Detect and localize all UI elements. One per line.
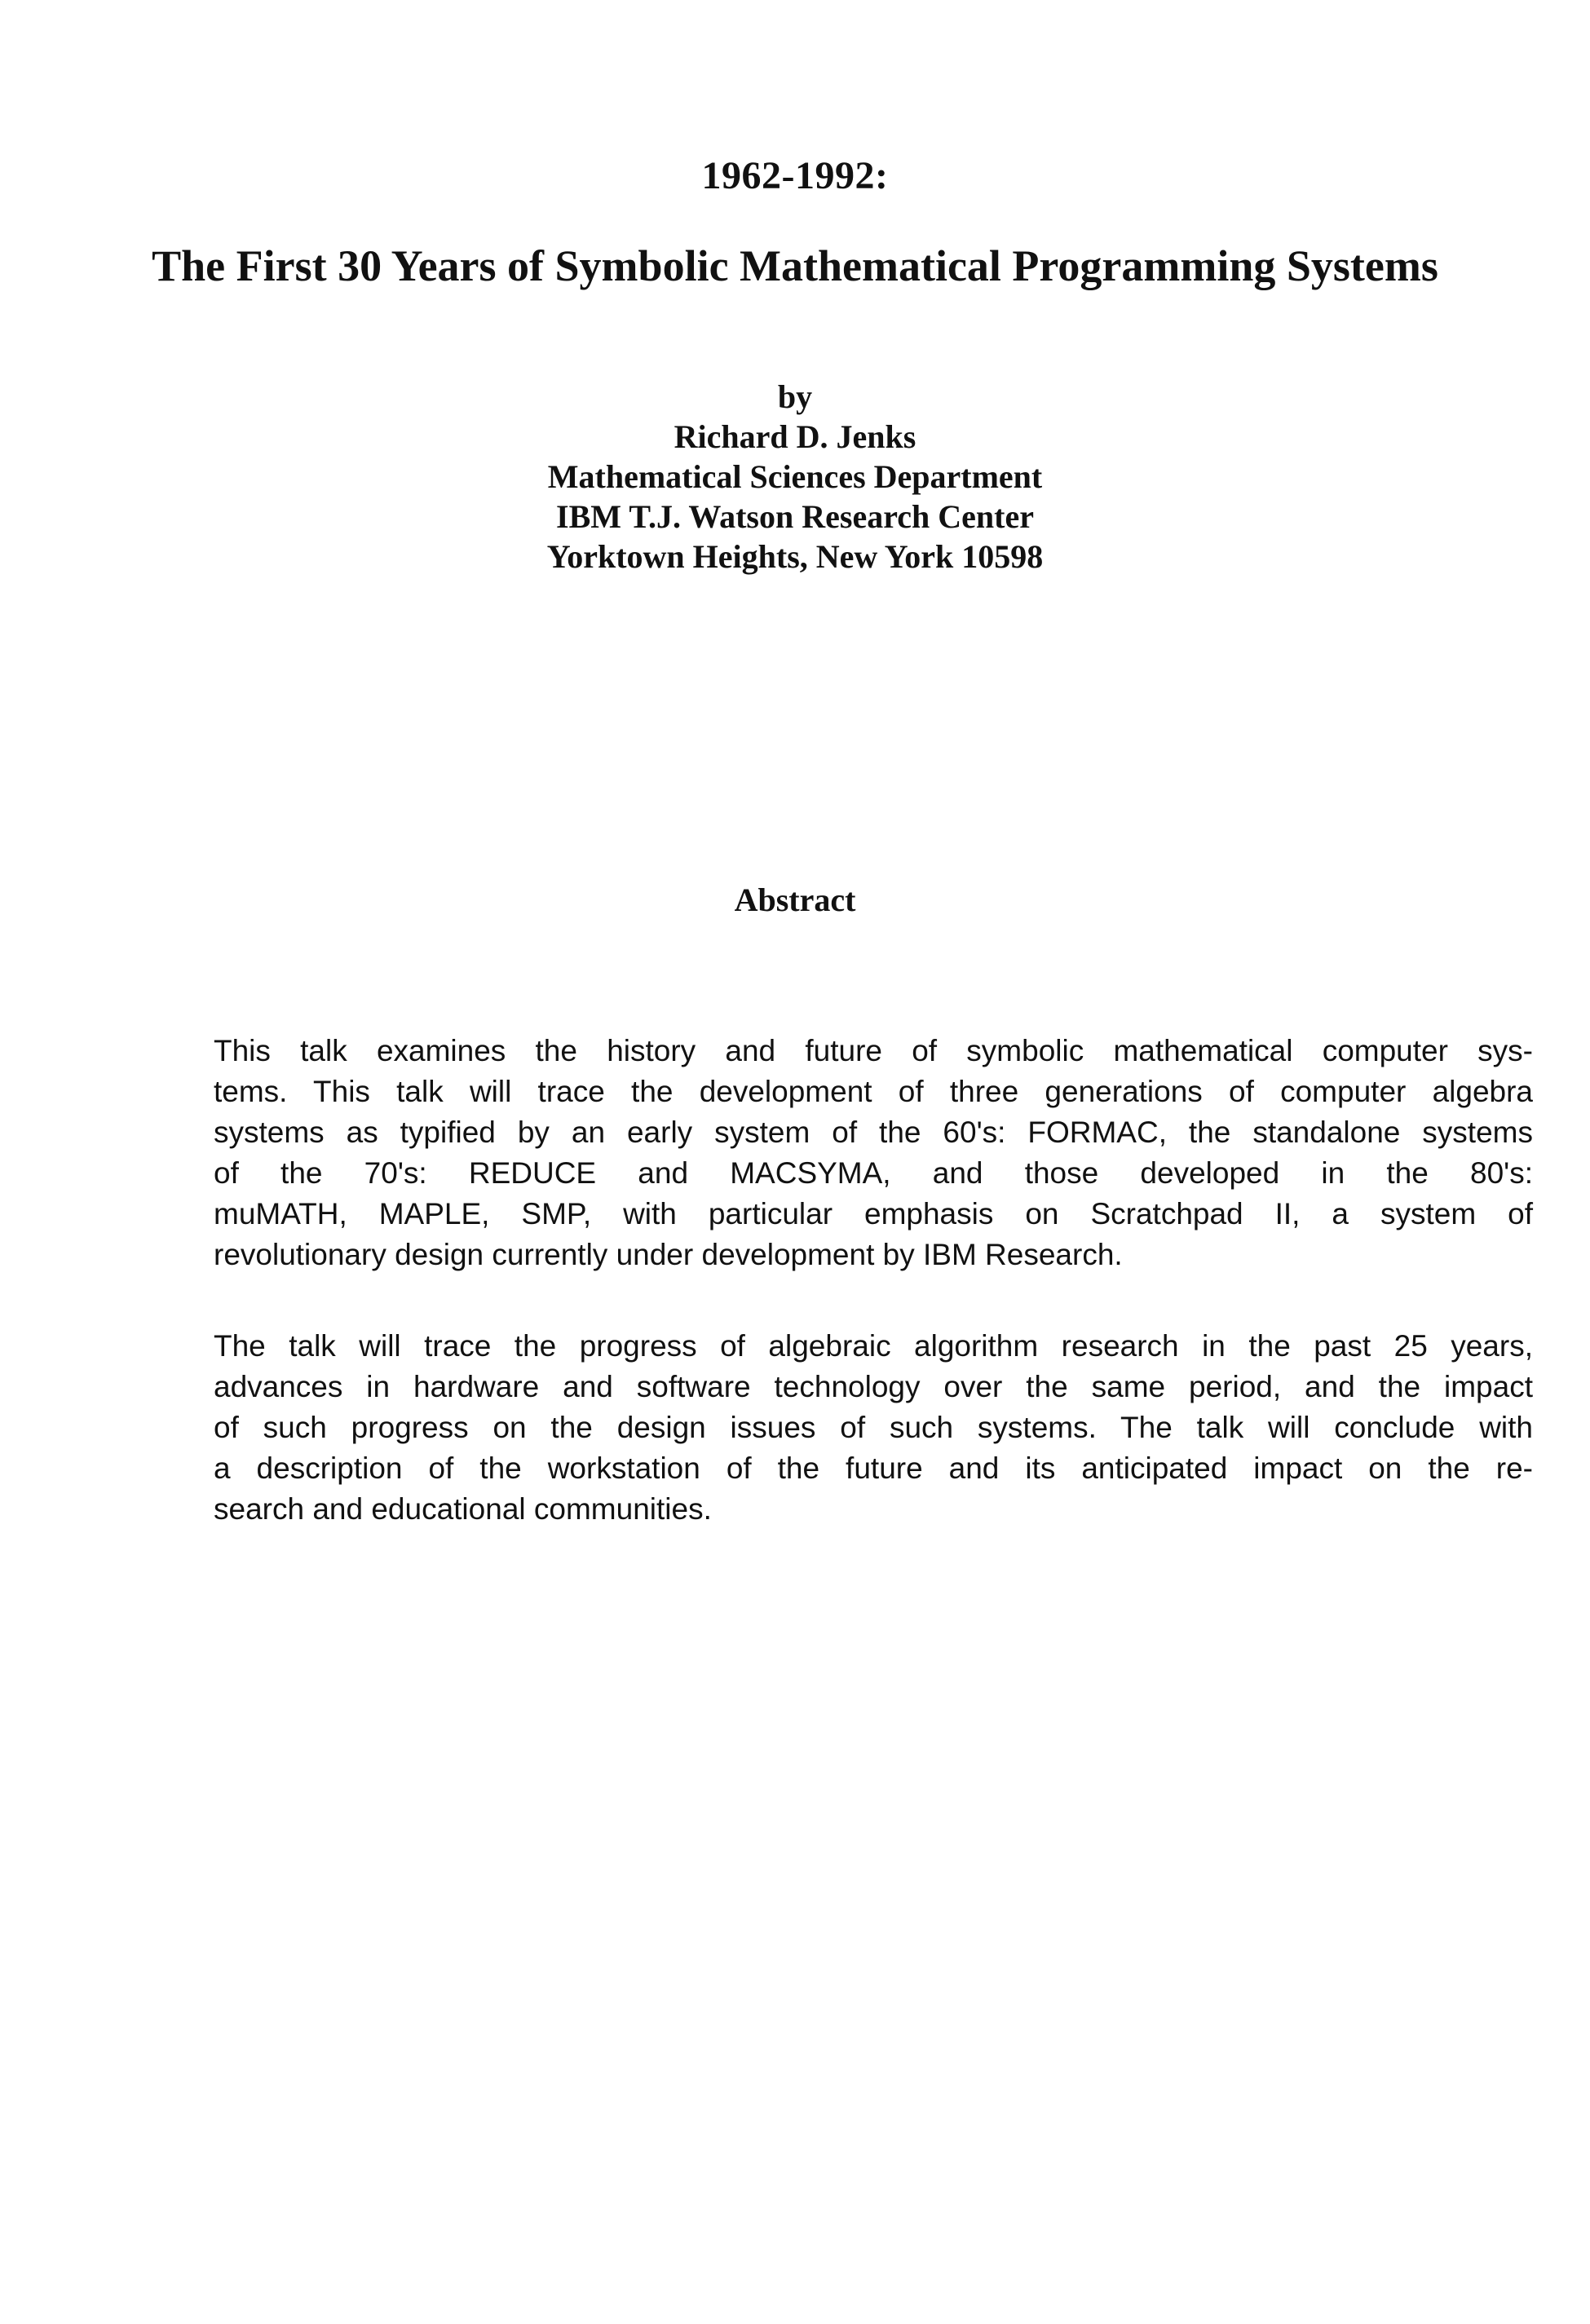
paragraph-line: of the 70's: REDUCE and MACSYMA, and those developed in the 80's: [214, 1156, 1533, 1190]
paragraph-line: This talk examines the history and future of symbolic mathematical computer sys- [214, 1034, 1533, 1067]
paragraph-line: The talk will trace the progress of algebraic algorithm research in the past 25 years, [214, 1329, 1533, 1363]
abstract-paragraph-2 [214, 1326, 1533, 1530]
paper-title: The First 30 Years of Symbolic Mathematical Programming Systems [152, 241, 1438, 290]
paragraph-line: a description of the workstation of the future and its anticipated impact on the re- [214, 1451, 1533, 1485]
author-address: Yorktown Heights, New York 10598 [546, 538, 1044, 575]
paragraph-line: of such progress on the design issues of such systems. The talk will conclude with [214, 1411, 1533, 1444]
by-line: by [777, 378, 813, 415]
title-years: 1962-1992: [701, 154, 889, 197]
abstract-paragraph-1 [214, 1031, 1533, 1275]
abstract-heading: Abstract [734, 881, 856, 918]
author-block [0, 377, 1590, 577]
paragraph-line: systems as typified by an early system of the 60's: FORMAC, the standalone systems [214, 1116, 1533, 1149]
author-institution: IBM T.J. Watson Research Center [556, 498, 1034, 535]
author-name: Richard D. Jenks [674, 418, 916, 455]
paragraph-line: advances in hardware and software technology over the same period, and the impact [214, 1370, 1533, 1403]
paragraph-line: muMATH, MAPLE, SMP, with particular emphasis on Scratchpad II, a system of [214, 1197, 1533, 1230]
paragraph-line: search and educational communities. [214, 1492, 712, 1526]
author-department: Mathematical Sciences Department [547, 458, 1043, 495]
paragraph-line: revolutionary design currently under development by IBM Research. [214, 1238, 1123, 1271]
paragraph-line: tems. This talk will trace the development of three generations of computer algebra [214, 1075, 1533, 1108]
